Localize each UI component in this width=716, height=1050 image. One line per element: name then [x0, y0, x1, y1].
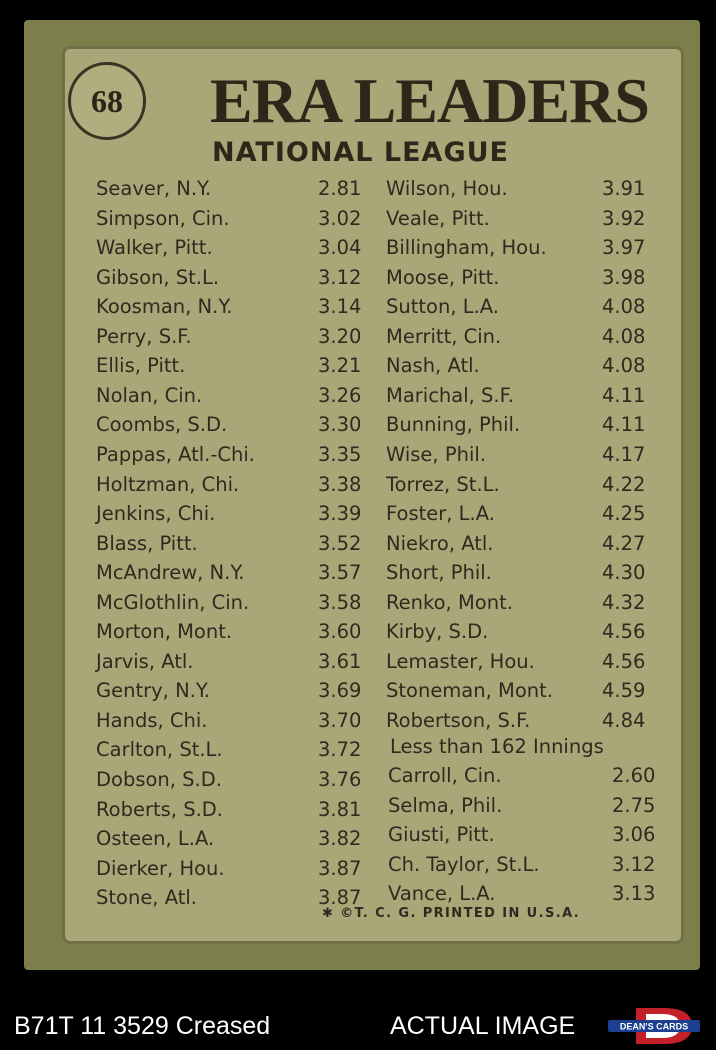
card-title: ERA LEADERS — [210, 65, 649, 136]
leader-row — [96, 383, 386, 409]
pitcher-name: Billingham, Hou. — [386, 236, 547, 260]
era-value: 3.35 — [318, 442, 362, 466]
leader-row — [386, 383, 676, 409]
leader-row — [96, 353, 386, 379]
pitcher-name: Simpson, Cin. — [96, 206, 230, 230]
leader-row — [96, 531, 386, 557]
era-value: 4.59 — [602, 679, 646, 703]
leader-row — [386, 206, 676, 232]
pitcher-name: Kirby, S.D. — [386, 620, 489, 644]
innings-note: Less than 162 Innings — [390, 735, 604, 758]
era-value: 3.02 — [318, 206, 362, 230]
era-value: 3.12 — [612, 852, 656, 876]
pitcher-name: Gibson, St.L. — [96, 265, 220, 289]
pitcher-name: Dobson, S.D. — [96, 768, 222, 791]
pitcher-name: Nolan, Cin. — [96, 383, 203, 407]
era-value: 3.13 — [612, 882, 656, 906]
leader-row — [386, 649, 676, 675]
pitcher-name: Ch. Taylor, St.L. — [388, 852, 540, 876]
era-value: 3.61 — [318, 649, 362, 673]
leader-row — [96, 619, 386, 645]
era-value: 4.08 — [602, 295, 646, 319]
pitcher-name: Walker, Pitt. — [96, 236, 213, 260]
era-value: 3.87 — [318, 886, 362, 910]
leader-row — [386, 590, 676, 616]
pitcher-name: Coombs, S.D. — [96, 413, 228, 437]
pitcher-name: Vance, L.A. — [388, 882, 496, 906]
card-subtitle: NATIONAL LEAGUE — [212, 137, 509, 168]
era-value: 4.25 — [602, 502, 646, 526]
pitcher-name: Osteen, L.A. — [96, 827, 215, 851]
leader-row — [388, 793, 678, 819]
era-value: 3.38 — [318, 472, 362, 496]
era-value: 3.70 — [318, 708, 362, 732]
era-value: 2.60 — [612, 764, 656, 787]
era-value: 4.08 — [602, 324, 646, 348]
pitcher-name: Merritt, Cin. — [386, 324, 502, 348]
pitcher-name: Stone, Atl. — [96, 886, 197, 910]
pitcher-name: Giusti, Pitt. — [388, 823, 495, 847]
pitcher-name: Blass, Pitt. — [96, 531, 198, 555]
era-value: 3.58 — [318, 590, 362, 614]
leader-row — [388, 822, 678, 848]
pitcher-name: Perry, S.F. — [96, 324, 192, 348]
era-value: 3.91 — [602, 177, 646, 200]
actual-image-label: ACTUAL IMAGE — [390, 1012, 576, 1040]
era-value: 3.21 — [318, 354, 362, 378]
era-value: 3.81 — [318, 797, 362, 821]
pitcher-name: Robertson, S.F. — [386, 708, 531, 732]
leader-row — [386, 353, 676, 379]
era-value: 4.56 — [602, 649, 646, 673]
leader-row — [386, 324, 676, 350]
leader-row — [96, 678, 386, 704]
era-value: 4.30 — [602, 561, 646, 585]
pitcher-name: Dierker, Hou. — [96, 856, 225, 880]
leader-row — [386, 265, 676, 291]
era-value: 4.84 — [602, 708, 646, 732]
leader-row — [96, 797, 386, 823]
leader-row — [386, 412, 676, 438]
era-value: 3.98 — [602, 265, 646, 289]
leader-row — [386, 678, 676, 704]
era-value: 4.08 — [602, 354, 646, 378]
leader-row — [96, 324, 386, 350]
leader-row — [386, 531, 676, 557]
pitcher-name: Gentry, N.Y. — [96, 679, 211, 703]
era-value: 4.17 — [602, 442, 646, 466]
era-value: 3.92 — [602, 206, 646, 230]
leader-row — [96, 265, 386, 291]
pitcher-name: Torrez, St.L. — [386, 472, 500, 496]
era-value: 4.22 — [602, 472, 646, 496]
card-number-badge — [68, 62, 146, 140]
era-value: 3.52 — [318, 531, 362, 555]
era-value: 3.69 — [318, 679, 362, 703]
card-number: 68 — [91, 82, 123, 119]
era-value: 3.04 — [318, 236, 362, 260]
leader-row — [96, 501, 386, 527]
listing-caption: B71T 11 3529 Creased — [14, 1012, 271, 1040]
leader-row — [96, 767, 386, 793]
leader-row — [96, 708, 386, 734]
era-value: 4.11 — [602, 383, 646, 407]
pitcher-name: Carlton, St.L. — [96, 738, 223, 762]
era-value: 4.11 — [602, 413, 646, 437]
leader-row — [96, 590, 386, 616]
leader-row — [386, 235, 676, 261]
pitcher-name: Moose, Pitt. — [386, 265, 500, 289]
leader-row — [96, 235, 386, 261]
pitcher-name: Roberts, S.D. — [96, 797, 223, 821]
leader-row — [388, 763, 678, 789]
leader-row — [386, 472, 676, 498]
logo-text: DEAN'S CARDS — [619, 1021, 689, 1032]
pitcher-name: McAndrew, N.Y. — [96, 561, 245, 585]
leader-row — [386, 560, 676, 586]
era-value: 3.97 — [602, 236, 646, 260]
pitcher-name: Wilson, Hou. — [386, 177, 508, 200]
era-value: 2.81 — [318, 177, 362, 200]
pitcher-name: Nash, Atl. — [386, 354, 480, 378]
leader-row — [386, 442, 676, 468]
pitcher-name: Short, Phil. — [386, 561, 492, 585]
leader-row — [386, 501, 676, 527]
era-value: 3.39 — [318, 502, 362, 526]
pitcher-name: Pappas, Atl.-Chi. — [96, 442, 255, 466]
era-value: 3.30 — [318, 413, 362, 437]
era-value: 3.14 — [318, 295, 362, 319]
pitcher-name: Lemaster, Hou. — [386, 649, 535, 673]
era-value: 3.60 — [318, 620, 362, 644]
pitcher-name: Jarvis, Atl. — [96, 649, 194, 673]
leader-row — [96, 649, 386, 675]
pitcher-name: Morton, Mont. — [96, 620, 233, 644]
pitcher-name: Stoneman, Mont. — [386, 679, 553, 703]
era-value: 3.26 — [318, 383, 362, 407]
leader-row — [386, 708, 676, 734]
era-value: 3.06 — [612, 823, 656, 847]
leader-row — [96, 826, 386, 852]
pitcher-name: Holtzman, Chi. — [96, 472, 240, 496]
pitcher-name: Wise, Phil. — [386, 442, 486, 466]
leader-row — [388, 852, 678, 878]
era-value: 4.27 — [602, 531, 646, 555]
era-value: 3.72 — [318, 738, 362, 762]
era-value: 3.76 — [318, 768, 362, 791]
pitcher-name: Bunning, Phil. — [386, 413, 521, 437]
leader-row — [96, 294, 386, 320]
leader-row — [386, 294, 676, 320]
pitcher-name: Ellis, Pitt. — [96, 354, 186, 378]
leader-row — [96, 176, 386, 202]
era-value: 3.20 — [318, 324, 362, 348]
leader-row — [96, 737, 386, 763]
pitcher-name: Jenkins, Chi. — [96, 502, 216, 526]
pitcher-name: Selma, Phil. — [388, 793, 503, 817]
era-value: 3.12 — [318, 265, 362, 289]
era-value: 3.57 — [318, 561, 362, 585]
pitcher-name: Hands, Chi. — [96, 708, 208, 732]
leader-row — [96, 560, 386, 586]
pitcher-name: Koosman, N.Y. — [96, 295, 233, 319]
era-value: 4.56 — [602, 620, 646, 644]
pitcher-name: Veale, Pitt. — [386, 206, 490, 230]
leader-row — [386, 619, 676, 645]
leader-row — [386, 176, 676, 202]
pitcher-name: Renko, Mont. — [386, 590, 513, 614]
leader-row — [96, 856, 386, 882]
era-value: 3.82 — [318, 827, 362, 851]
pitcher-name: Marichal, S.F. — [386, 383, 514, 407]
deans-cards-logo — [606, 1004, 702, 1048]
leader-row — [96, 442, 386, 468]
pitcher-name: Seaver, N.Y. — [96, 177, 212, 200]
era-value: 3.87 — [318, 856, 362, 880]
pitcher-name: Foster, L.A. — [386, 502, 495, 526]
era-value: 4.32 — [602, 590, 646, 614]
copyright-footer: ✱ ©T. C. G. PRINTED IN U.S.A. — [322, 906, 581, 921]
pitcher-name: Sutton, L.A. — [386, 295, 499, 319]
leader-row — [96, 412, 386, 438]
leader-row — [96, 206, 386, 232]
leader-row — [96, 472, 386, 498]
pitcher-name: Niekro, Atl. — [386, 531, 494, 555]
pitcher-name: McGlothlin, Cin. — [96, 590, 250, 614]
era-value: 2.75 — [612, 793, 656, 817]
pitcher-name: Carroll, Cin. — [388, 764, 502, 787]
